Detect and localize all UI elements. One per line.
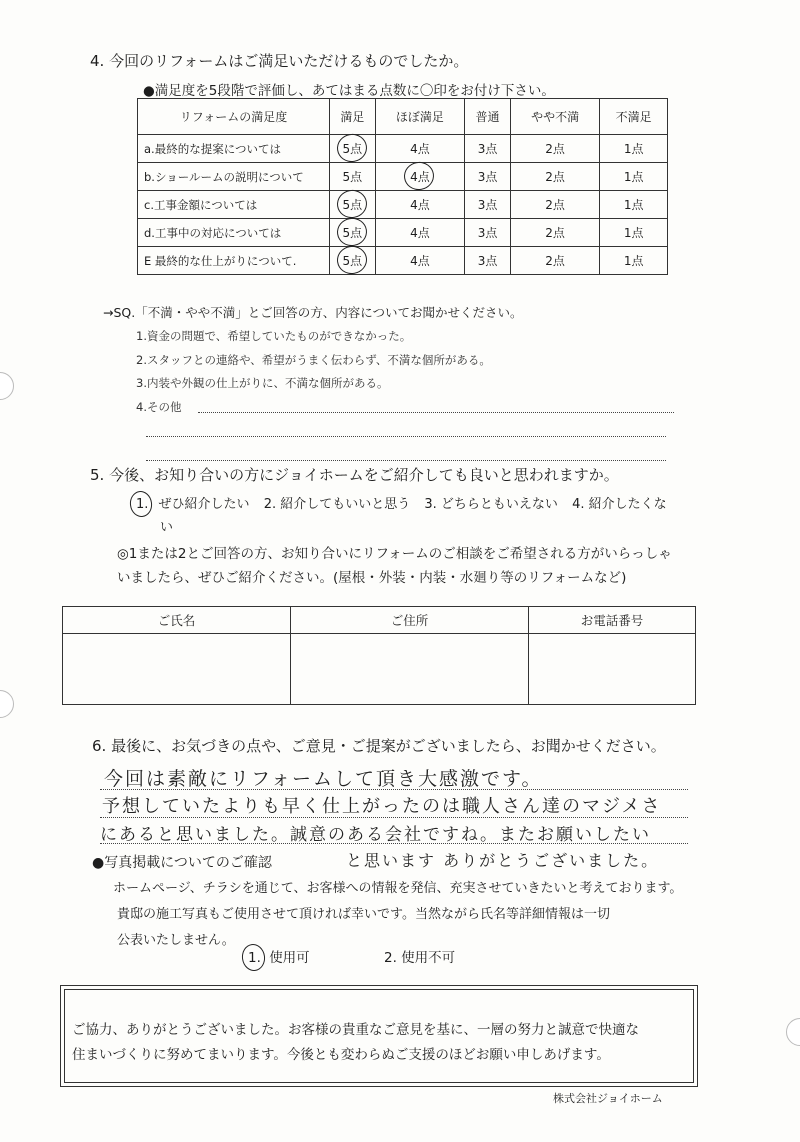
table-row (138, 135, 668, 163)
score-cell[interactable]: 1点 (600, 247, 668, 275)
score-cell[interactable] (330, 135, 376, 163)
photo-option-2[interactable]: 2. 使用不可 (384, 950, 456, 966)
table-row (138, 247, 668, 275)
score-cell[interactable]: 2点 (510, 219, 600, 247)
q4-instruction: ●満足度を5段階で評価し、あてはまる点数に〇印をお付け下さい。 (143, 83, 555, 99)
q5-option-2[interactable]: 2. 紹介してもいいと思う (263, 497, 411, 512)
q5-option-4[interactable]: 4. 紹介したくな (572, 497, 667, 512)
photo-consent-title: ●写真掲載についてのご確認 (92, 855, 272, 871)
score-cell[interactable]: 1点 (600, 163, 668, 191)
sq-title: →SQ.「不満・やや不満」とご回答の方、内容についてお聞かせください。 (103, 305, 523, 320)
score-cell[interactable]: 1点 (600, 135, 668, 163)
sq-option-4[interactable]: 4.その他 (136, 400, 182, 414)
header-cell: 満足 (330, 99, 376, 135)
q5-option-4-wrap: い (160, 520, 174, 535)
score-cell[interactable]: 3点 (465, 163, 511, 191)
punch-hole (786, 1018, 800, 1046)
header-cell: ご住所 (291, 607, 529, 634)
handwritten-comment: と思います ありがとうございました。 (346, 851, 660, 870)
q5-option-1-label: ぜひ紹介したい (158, 497, 250, 512)
handwritten-comment: 今回は素敵にリフォームして頂き大感激です。 (104, 768, 543, 790)
handwritten-comment: にあると思いました。誠意のある会社ですね。またお願いしたい (100, 825, 651, 845)
score-cell[interactable] (330, 247, 376, 275)
satisfaction-table (137, 98, 668, 275)
score-cell[interactable]: 2点 (510, 247, 600, 275)
row-label: d.工事中の対応については (138, 219, 330, 247)
score-cell[interactable]: 5点 (330, 163, 376, 191)
sq-option-1[interactable]: 1.資金の問題で、希望していたものができなかった。 (136, 329, 412, 343)
score-circled: 5点 (342, 142, 363, 156)
score-cell[interactable]: 2点 (510, 191, 600, 219)
score-cell[interactable]: 3点 (465, 219, 511, 247)
header-cell: やや不満 (510, 99, 600, 135)
score-cell[interactable]: 1点 (600, 191, 668, 219)
photo-consent-text: 貴邸の施工写真もご使用させて頂ければ幸いです。当然ながら氏名等詳細情報は一切 (117, 907, 610, 922)
row-label: a.最終的な提案については (138, 135, 330, 163)
row-label: c.工事金額については (138, 191, 330, 219)
row-label: b.ショールームの説明について (138, 163, 330, 191)
table-row (138, 163, 668, 191)
table-header-row (138, 99, 668, 135)
header-cell: ほぼ満足 (375, 99, 465, 135)
score-cell[interactable]: 3点 (465, 247, 511, 275)
score-circled: 5点 (342, 226, 363, 240)
score-circled: 4点 (410, 170, 430, 184)
photo-option-1-label: 使用可 (269, 950, 310, 966)
table-row (138, 191, 668, 219)
q4-title: 4. 今回のリフォームはご満足いただけるものでしたか。 (90, 52, 469, 70)
table-row (138, 219, 668, 247)
other-answer-line[interactable] (146, 460, 666, 461)
q5-note: ◎1または2とご回答の方、お知り合いにリフォームのご相談をご希望される方がいらっしゃ (117, 546, 672, 562)
referral-table (62, 606, 696, 705)
score-cell[interactable]: 1点 (600, 219, 668, 247)
score-cell[interactable]: 3点 (465, 191, 511, 219)
other-answer-line[interactable] (146, 436, 666, 437)
header-cell: お電話番号 (529, 607, 696, 634)
q5-options (136, 493, 667, 512)
address-field[interactable] (291, 634, 529, 705)
thanks-text: 住まいづくりに努めてまいります。今後とも変わらぬご支援のほどお願い申しあげます。 (72, 1047, 610, 1063)
photo-consent-text: 公表いたしません。 (117, 933, 235, 948)
q5-option-1-circled[interactable]: 1. (136, 497, 149, 512)
score-cell[interactable]: 3点 (465, 135, 511, 163)
score-cell[interactable]: 4点 (375, 191, 465, 219)
score-cell[interactable]: 4点 (375, 135, 465, 163)
score-cell[interactable]: 4点 (375, 247, 465, 275)
company-name: 株式会社ジョイホーム (553, 1092, 663, 1105)
header-cell: 普通 (465, 99, 511, 135)
header-cell: 不満足 (600, 99, 668, 135)
score-circled: 5点 (342, 254, 363, 268)
photo-option-1-circled: 1. (248, 950, 261, 966)
header-cell: リフォームの満足度 (138, 99, 330, 135)
score-circled: 5点 (342, 198, 363, 212)
q5-option-3[interactable]: 3. どちらともいえない (424, 497, 558, 512)
sq-option-3[interactable]: 3.内装や外観の仕上がりに、不満な個所がある。 (136, 376, 389, 390)
score-cell[interactable] (330, 191, 376, 219)
punch-hole (0, 372, 14, 400)
thanks-text: ご協力、ありがとうございました。お客様の貴重なご意見を基に、一層の努力と誠意で快適な (72, 1022, 639, 1038)
score-cell[interactable]: 2点 (510, 163, 600, 191)
photo-consent-text: ホームページ、チラシを通じて、お客様への情報を発信、充実させていきたいと考えております。 (113, 881, 683, 896)
sq-option-2[interactable]: 2.スタッフとの連絡や、希望がうまく伝わらず、不満な個所がある。 (136, 353, 491, 367)
name-field[interactable] (63, 634, 291, 705)
q6-title: 6. 最後に、お気づきの点や、ご意見・ご提案がございましたら、お聞かせください。 (92, 737, 666, 755)
q5-title: 5. 今後、お知り合いの方にジョイホームをご紹介しても良いと思われますか。 (90, 466, 619, 484)
score-cell[interactable] (375, 163, 465, 191)
other-answer-line[interactable] (198, 412, 674, 413)
photo-option-1[interactable] (248, 946, 310, 966)
score-cell[interactable]: 4点 (375, 219, 465, 247)
punch-hole (0, 690, 14, 718)
score-cell[interactable] (330, 219, 376, 247)
phone-field[interactable] (529, 634, 696, 705)
handwritten-comment: 予想していたよりも早く仕上がったのは職人さん達のマジメさ (102, 796, 662, 817)
row-label: E 最終的な仕上がりについて. (138, 247, 330, 275)
score-cell[interactable]: 2点 (510, 135, 600, 163)
header-cell: ご氏名 (63, 607, 291, 634)
q5-note: いましたら、ぜひご紹介ください。(屋根・外装・内装・水廻り等のリフォームなど) (117, 570, 627, 586)
